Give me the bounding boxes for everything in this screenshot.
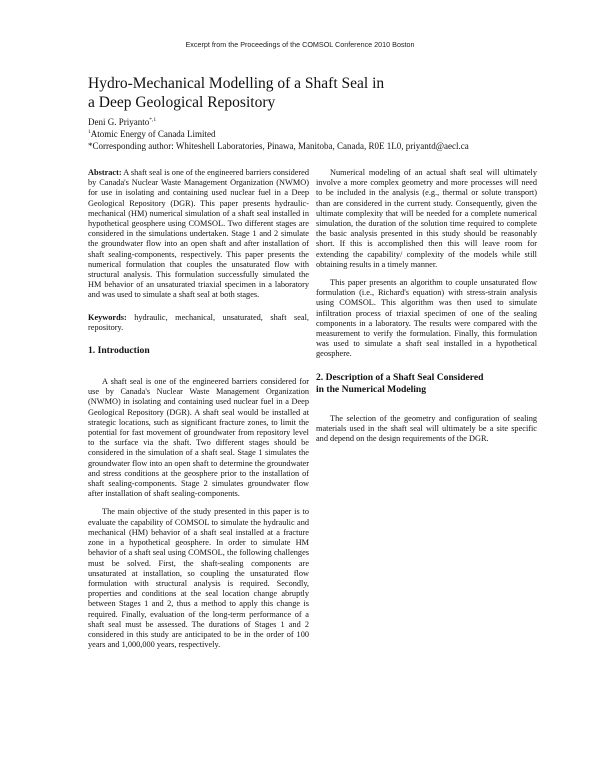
intro-paragraph-1: A shaft seal is one of the engineered barriers considered for use by Canada's Nuclear Waste Management Organization (NWMO) in isolating and containing used nuclear fuel in a Deep Geological Repository (DGR). A shaft seal would be installed at strategic locations, such as significant fracture zones, to limit the potential for fast movement of groundwater from repository level to the surface via the shaft. Two different stages should be considered in the simulation of a shaft seal. Stage 1 simulates the groundwater flow into an open shaft to determine the groundwater and stress conditions at the geosphere prior to the installation of shaft sealing-components. Stage 2 simulates groundwater flow after installation of shaft sealing-components. xyxy=(88,377,309,499)
abstract xyxy=(88,168,309,301)
running-head: Excerpt from the Proceedings of the COMSOL Conference 2010 Boston xyxy=(185,40,415,49)
author-name: Deni G. Priyanto xyxy=(88,117,150,127)
intro-paragraph-4: This paper presents an algorithm to couple unsaturated flow formulation (i.e., Richard's equation) with stress-strain analysis using COMSOL. This algorithm was then used to simulate infiltration process of triaxial specimen of one of the sealing components in a laboratory. The results were compared with the measurement to verify the formulation. Finally, this formulation was used to simulate a shaft seal installed in a hypothetical geosphere. xyxy=(316,278,537,359)
author-block xyxy=(88,116,528,152)
abstract-label: Abstract: xyxy=(88,168,122,177)
section-2-heading-line-1: 2. Description of a Shaft Seal Considered xyxy=(316,371,484,383)
author-line xyxy=(88,116,528,128)
abstract-text: A shaft seal is one of the engineered barriers considered by Canada's Nuclear Waste Management Organization (NWMO) for use in isolating and containing used nuclear fuel in a Deep Geological Repository (DGR). This paper presents hydraulic-mechanical (HM) numerical simulation of a shaft seal installed in hypothetical geosphere using COMSOL. Two different stages are considered in the simulations undertaken. Stage 1 and 2 simulate the groundwater flow into an open shaft and after installation of shaft sealing-components, respectively. This paper presents the numerical formulation that couples the unsaturated flow with structural analysis. This formulation successfully simulated the HM behavior of an unsaturated triaxial specimen in a laboratory and was used to simulate a shaft seal at both stages. xyxy=(88,168,309,300)
intro-paragraph-3: Numerical modeling of an actual shaft seal will ultimately involve a more complex geometry and more processes will need to be included in the analysis (e.g., thermal or solute transport) than are considered in the current study. Consequently, given the ultimate complexity that will be needed for a complete numerical simulation, the duration of the solution time required to complete the basic analysis presented in this study should be reasonably short. If this is accomplished then this will leave room for extending the capability/ complexity of the models while still obtaining results in a timely manner. xyxy=(316,168,537,269)
affiliation: Atomic Energy of Canada Limited xyxy=(90,129,216,139)
title-line-2: a Deep Geological Repository xyxy=(88,94,276,111)
affiliation-line xyxy=(88,128,528,140)
intro-paragraph-2: The main objective of the study presented in this paper is to evaluate the capability of COMSOL to simulate the hydraulic and mechanical (HM) behavior of a shaft seal installed at a fracture zone in a hypothetical geosphere. In order to simulate HM behavior of a shaft seal using COMSOL, the following challenges must be solved. First, the shaft-sealing components are unsaturated at installation, so coupling the unsaturated flow formulation with structural analysis is required. Secondly, properties and conditions at the seal location change abruptly between Stages 1 and 2, thus a method to apply this change is required. Finally, evaluation of the long-term performance of a shaft seal must be assessed. The durations of Stages 1 and 2 considered in this study are anticipated to be in the order of 100 years and 1,000,000 years, respectively. xyxy=(88,507,309,650)
section-1-heading: 1. Introduction xyxy=(88,345,150,357)
keywords-label: Keywords: xyxy=(88,312,127,322)
paper-title xyxy=(88,74,528,112)
right-column xyxy=(316,168,537,444)
title-line-1: Hydro-Mechanical Modelling of a Shaft Seal in xyxy=(88,75,385,92)
section-2-paragraph-1: The selection of the geometry and configuration of sealing materials used in the shaft seal will ultimately be a site specific and depend on the design requirements of the DGR. xyxy=(316,413,537,444)
author-superscript: *,1 xyxy=(149,117,157,123)
keywords-text: hydraulic, mechanical, unsaturated, shaft seal, repository. xyxy=(88,312,309,332)
section-2-heading-line-2: in the Numerical Modeling xyxy=(316,383,427,395)
corresponding-author: *Corresponding author: Whiteshell Laboratories, Pinawa, Manitoba, Canada, R0E 1L0, priyantd@aecl.ca xyxy=(88,141,469,151)
affiliation-superscript: 1 xyxy=(88,129,91,135)
section-2-heading xyxy=(316,372,537,396)
keywords xyxy=(88,313,309,333)
left-column xyxy=(88,168,309,650)
